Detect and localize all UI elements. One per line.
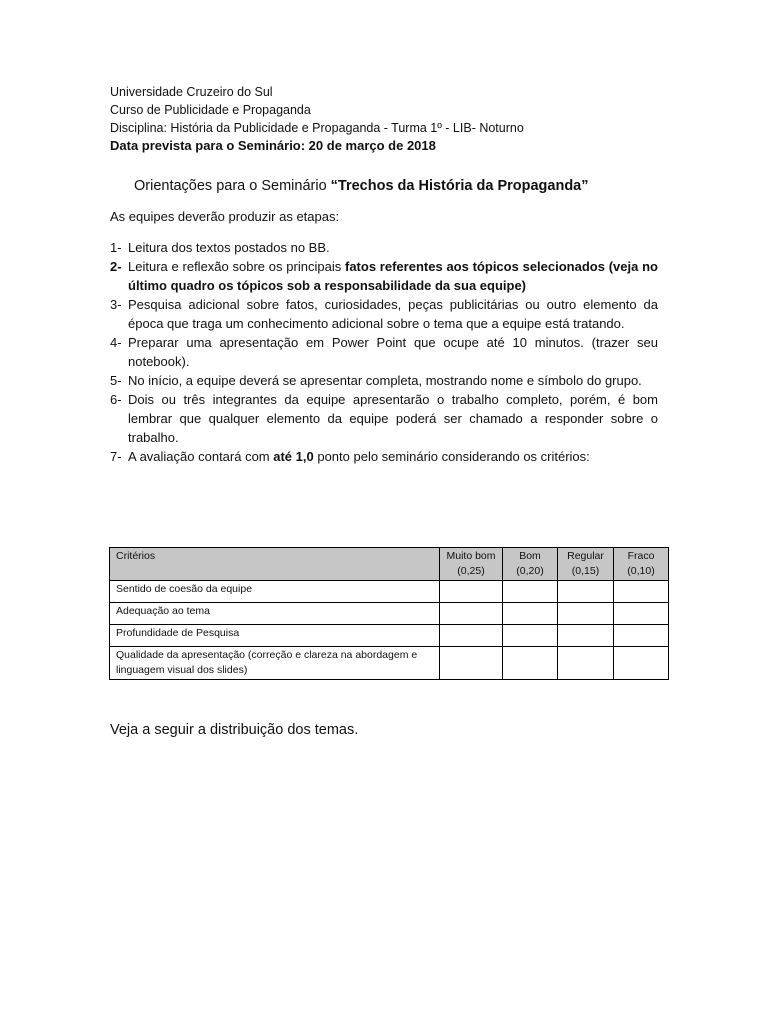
university-name: Universidade Cruzeiro do Sul [110,85,273,99]
list-item [110,390,658,447]
score-cell [503,603,558,625]
step-number: 5- [110,373,122,388]
table-row [110,603,669,625]
seminar-title-emphasis: “Trechos da História da Propaganda” [330,178,589,194]
score-cell [558,625,614,647]
score-cell [440,625,503,647]
due-date-line: Data prevista para o Seminário: 20 de março de 2018 [110,138,436,153]
list-item [110,447,658,466]
step-text: A avaliação contará com [128,449,274,464]
score-cell [558,647,614,680]
regular-header: Regular (0,15) [558,548,614,581]
table-header-row [110,548,669,581]
fraco-header: Fraco (0,10) [614,548,669,581]
step-number: 1- [110,240,122,255]
criteria-table [109,547,669,680]
course-name: Curso de Publicidade e Propaganda [110,103,311,117]
criteria-header: Critérios [110,548,440,581]
criterion-label: Profundidade de Pesquisa [110,625,440,647]
score-cell [440,581,503,603]
muito-bom-header: Muito bom (0,25) [440,548,503,581]
criterion-label: Adequação ao tema [110,603,440,625]
discipline-line: Disciplina: História da Publicidade e Propaganda - Turma 1º - LIB- Noturno [110,121,524,135]
step-number: 7- [110,449,122,464]
step-text: Preparar uma apresentação em Power Point que ocupe até 10 minutos. (trazer seu notebook). [128,335,658,369]
step-text: No início, a equipe deverá se apresentar completa, mostrando nome e símbolo do grupo. [128,373,642,388]
list-item [110,257,658,295]
seminar-title-prefix: Orientações para o Seminário [134,178,331,194]
table-row [110,581,669,603]
step-text: Pesquisa adicional sobre fatos, curiosidades, peças publicitárias ou outro elemento da época que traga um conhecimento adicional sobre o tema que a equipe está tratando. [128,297,658,331]
table-row [110,625,669,647]
score-cell [614,581,669,603]
seminar-title [134,178,694,194]
step-number: 3- [110,297,122,312]
table-row [110,647,669,680]
themes-note: Veja a seguir a distribuição dos temas. [110,722,359,738]
step-text: ponto pelo seminário considerando os critérios: [313,449,590,464]
score-cell [614,625,669,647]
step-number: 4- [110,335,122,350]
step-text: Leitura e reflexão sobre os principais [128,259,345,274]
steps-list [110,238,658,466]
step-text-bold: até 1,0 [273,449,314,464]
score-cell [503,625,558,647]
criterion-label: Qualidade da apresentação (correção e clareza na abordagem e linguagem visual dos slides) [110,647,440,680]
document-header [110,83,670,155]
step-text-bold: fatos referentes aos tópicos selecionados (veja no último quadro os tópicos sob a responsabilidade da sua equipe) [128,259,658,293]
step-text: Leitura dos textos postados no BB. [128,240,330,255]
step-text: Dois ou três integrantes da equipe apresentarão o trabalho completo, porém, é bom lembrar que qualquer elemento da equipe poderá ser chamado a responder sobre o trabalho. [128,392,658,445]
score-cell [440,603,503,625]
step-number: 6- [110,392,122,407]
score-cell [503,581,558,603]
score-cell [440,647,503,680]
list-item [110,238,658,257]
criterion-label: Sentido de coesão da equipe [110,581,440,603]
bom-header: Bom (0,20) [503,548,558,581]
score-cell [503,647,558,680]
list-item [110,333,658,371]
score-cell [558,603,614,625]
score-cell [614,603,669,625]
intro-text: As equipes deverão produzir as etapas: [110,209,340,224]
score-cell [558,581,614,603]
score-cell [614,647,669,680]
list-item [110,371,658,390]
list-item [110,295,658,333]
step-number: 2- [110,259,122,274]
